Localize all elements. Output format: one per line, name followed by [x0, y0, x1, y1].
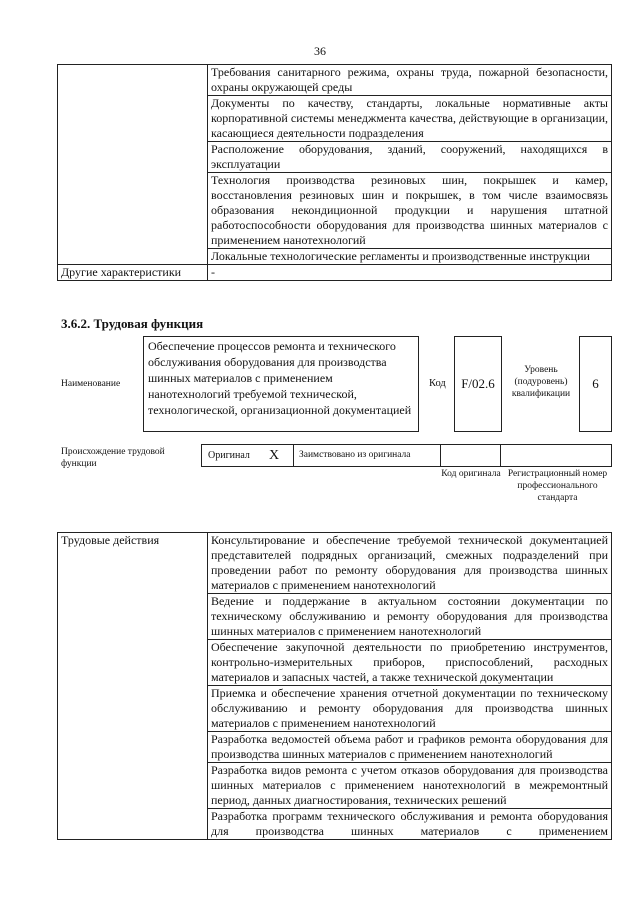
table-cell: Разработка видов ремонта с учетом отказов оборудования для производства шинных материалов с применением нанотехнологий в межремонтный период, данных диагностирования, технических решений: [208, 763, 612, 809]
section-title: 3.6.2. Трудовая функция: [61, 316, 204, 331]
other-characteristics-value: -: [208, 265, 612, 281]
table-cell: Технология производства резиновых шин, покрышек и камер, восстановления резиновых шин и покрышек, в том числе взаимосвязь образования некондиционной продукции и нарушения штатной работоспособности оборудования для производства шинных материалов с применением нанотехнологий: [208, 173, 612, 249]
table-row: [58, 65, 612, 96]
level-label: Уровень (подуровень) квалификации: [511, 365, 571, 399]
origin-label: Происхождение трудовой функции: [61, 447, 165, 469]
table-cell: Разработка ведомостей объема работ и графиков ремонта оборудования для производства шинных материалов с применением нанотехнологий: [208, 732, 612, 763]
origin-mark: X: [269, 448, 280, 463]
origin-reg-caption: Регистрационный номер профессионального стандарта: [507, 469, 608, 503]
origin-divider: [293, 445, 294, 466]
code-label: Код: [429, 378, 446, 389]
name-label: Наименование: [61, 379, 121, 389]
page-number: 36: [314, 44, 326, 58]
level-value-box: 6: [579, 336, 612, 432]
actions-label: Трудовые действия: [58, 533, 208, 840]
origin-code-caption: Код оригинала: [441, 469, 501, 479]
table-cell: Требования санитарного режима, охраны труда, пожарной безопасности, охраны окружающей среды: [208, 65, 612, 96]
table-cell: Локальные технологические регламенты и производственные инструкции: [208, 249, 612, 265]
knowledge-table: [57, 64, 612, 281]
table-row: [58, 265, 612, 281]
table-cell: Приемка и обеспечение хранения отчетной документации по техническому обслуживанию и ремонту оборудования для производства шинных материалов с применением нанотехнологий: [208, 686, 612, 732]
origin-original-label: Оригинал: [208, 450, 250, 461]
origin-divider: [500, 445, 501, 466]
table-cell-left: [58, 65, 208, 265]
origin-box: [201, 444, 612, 467]
other-characteristics-label: Другие характеристики: [58, 265, 208, 281]
origin-divider: [440, 445, 441, 466]
function-name-box: Обеспечение процессов ремонта и технического обслуживания оборудования для производства шинных материалов с применением нанотехнологий требуемой технической, технологической, организационной документацией: [143, 336, 419, 432]
table-row: [58, 533, 612, 594]
table-cell: Обеспечение закупочной деятельности по приобретению инструментов, контрольно-измерительных приборов, приспособлений, расходных материалов и запасных частей, а также технической документации: [208, 640, 612, 686]
table-cell: Разработка программ технического обслуживания и ремонта оборудования для производства шинных материалов с применением: [208, 809, 612, 840]
table-cell: Расположение оборудования, зданий, сооружений, находящихся в эксплуатации: [208, 142, 612, 173]
code-value-box: F/02.6: [454, 336, 502, 432]
actions-table: [57, 532, 612, 840]
table-cell: Ведение и поддержание в актуальном состоянии документации по техническому обслуживанию и ремонту оборудования для производства шинных материалов с применением нанотехнологий: [208, 594, 612, 640]
table-cell: Документы по качеству, стандарты, локальные нормативные акты корпоративной системы менеджмента качества, действующие в организации, касающиеся деятельности подразделения: [208, 96, 612, 142]
table-cell: Консультирование и обеспечение требуемой технической документацией представителей подрядных организаций, смежных подразделений при проведении работ по ремонту оборудования для производства шинных материалов с применением нанотехнологий: [208, 533, 612, 594]
origin-borrowed-label: Заимствовано из оригинала: [299, 450, 411, 460]
